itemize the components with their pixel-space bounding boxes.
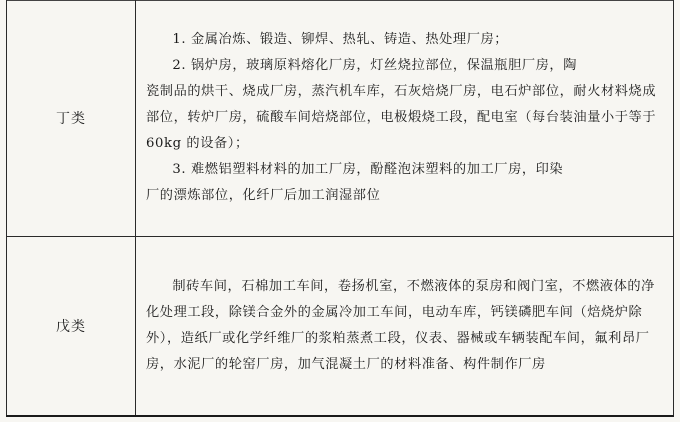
table-row-ding	[7, 0, 674, 237]
description-cell	[136, 237, 674, 417]
table-row-wu	[7, 237, 674, 417]
classification-table	[6, 0, 674, 417]
description-paragraph: 制砖车间，石棉加工车间，卷扬机室，不燃液体的泵房和阀门室，不燃液体的净化处理工段，除镁合金外的金属冷加工车间，电动车库，钙镁磷肥车间（焙烧炉除外），造纸厂或化学纤维厂的浆粕蒸煮工段，仪表、器械或车辆装配车间，氟利昂厂房，水泥厂的轮窑厂房，加气混凝土厂的材料准备、构件制作厂房	[146, 279, 655, 372]
list-item-continuation: 瓷制品的烘干、烧成厂房，蒸汽机车库，石灰焙烧厂房，电石炉部位，耐火材料烧成部位，转炉厂房，硫酸车间焙烧部位，电极煅烧工段，配电室（每台装油量小于等于 60kg 的设备）；	[146, 84, 657, 151]
list-item: 2. 锅炉房，玻璃原料熔化厂房，灯丝烧拉部位，保温瓶胆厂房，陶	[172, 58, 578, 73]
category-cell: 丁类	[7, 0, 136, 237]
description-cell	[136, 0, 674, 237]
category-cell: 戊类	[7, 237, 136, 417]
list-item: 3. 难燃铝塑料材料的加工厂房，酚醛泡沫塑料的加工厂房，印染	[172, 162, 564, 177]
list-item-continuation: 厂的漂炼部位，化纤厂后加工润湿部位	[146, 188, 381, 203]
list-item: 1. 金属冶炼、锻造、铆焊、热轧、铸造、热处理厂房；	[172, 32, 509, 47]
